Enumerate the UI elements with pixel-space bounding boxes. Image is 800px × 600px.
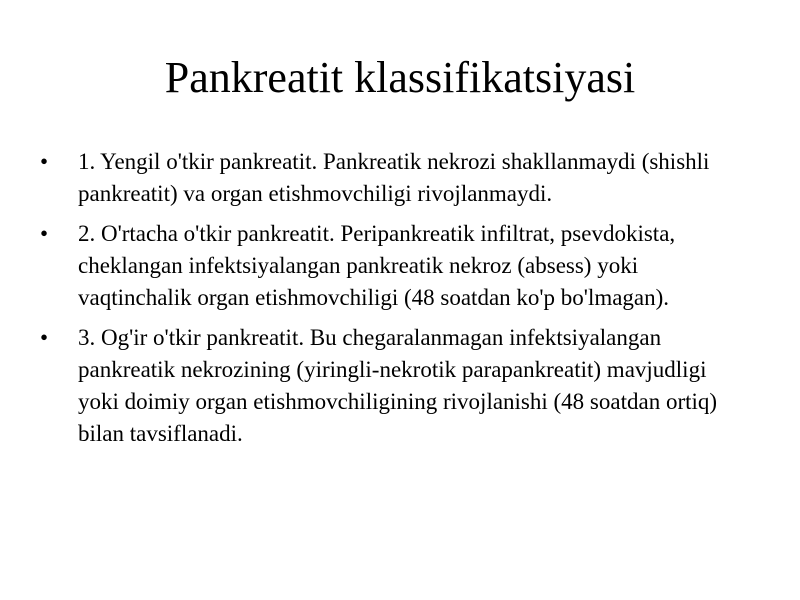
bullet-list xyxy=(40,146,750,458)
bullet-text-moderate: 2. O'rtacha o'tkir pankreatit. Peripankreatik infiltrat, psevdokista, cheklangan infektsiyalangan pankreatik nekroz (absess) yoki vaqtinchalik organ etishmovchiligi (48 soatdan ko'p bo'lmagan). xyxy=(78,221,676,310)
bullet-text-severe: 3. Og'ir o'tkir pankreatit. Bu chegaralanmagan infektsiyalangan pankreatik nekrozining (yiringli-nekrotik parapankreatit) mavjudligi yoki doimiy organ etishmovchiligining rivojlanishi (48 soatdan ortiq) bilan tavsiflanadi. xyxy=(78,325,718,446)
bullet-item-severe xyxy=(40,322,750,450)
bullet-item-moderate xyxy=(40,218,750,314)
slide-title: Pankreatit klassifikatsiyasi xyxy=(164,53,636,102)
bullet-item-mild xyxy=(40,146,750,210)
bullet-marker: • xyxy=(40,149,49,174)
bullet-marker: • xyxy=(40,325,49,350)
bullet-text-mild: 1. Yengil o'tkir pankreatit. Pankreatik nekrozi shakllanmaydi (shishli pankreatit) va organ etishmovchiligi rivojlanmaydi. xyxy=(78,149,710,206)
bullet-marker: • xyxy=(40,221,49,246)
